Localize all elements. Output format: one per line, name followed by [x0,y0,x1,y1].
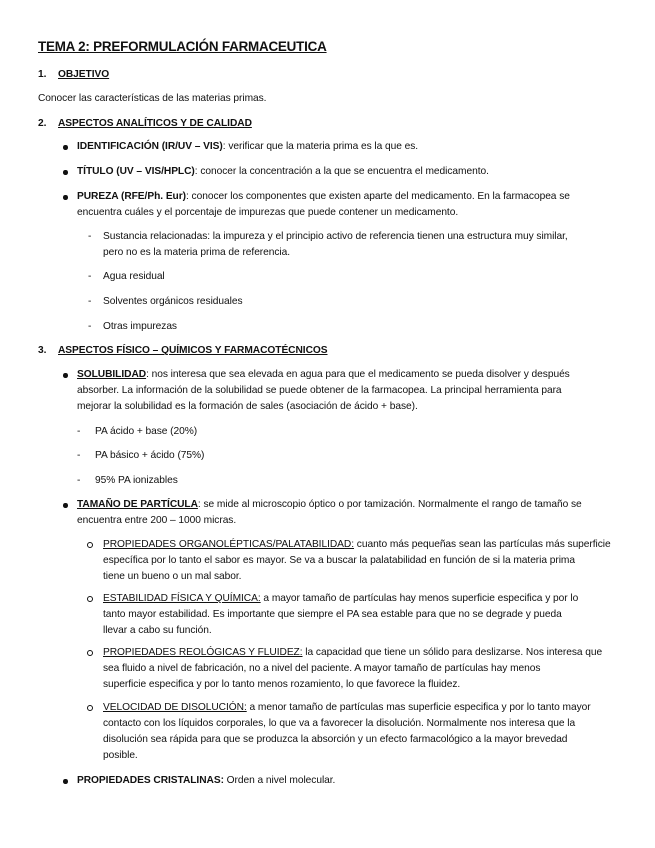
impurity-item: Agua residual [103,271,165,282]
impurity-item: Sustancia relacionadas: la impureza y el principio activo de referencia tienen una estructura muy similar, [103,231,568,242]
impurity-item: Otras impurezas [103,321,177,332]
identificacion-text: : verificar que la materia prima es la que es. [222,141,419,152]
impurity-item-cont: pero no es la materia prima de referencia. [103,247,291,258]
tamano-label: TAMAÑO DE PARTÍCULA [77,499,198,510]
section-1-number: 1. [38,69,47,80]
salt-item: PA ácido + base (20%) [95,426,198,437]
organolepticas-text: cuanto más pequeñas sean las partículas más superficie [354,539,611,550]
disolucion-text: a menor tamaño de partículas mas superficie especifica y por lo tanto mayor [246,702,591,713]
tamano-text: : se mide al microscopio óptico o por tamización. Normalmente el rango de tamaño se [197,499,582,510]
salt-item: PA básico + ácido (75%) [95,450,205,461]
disolucion-item [103,701,591,714]
bullet-icon [63,373,68,378]
bullet-icon [63,503,68,508]
dash-marker: - [88,296,92,307]
section-2-heading: ASPECTOS ANALÍTICOS Y DE CALIDAD [58,118,252,129]
pureza-item [77,190,570,203]
organolepticas-label: PROPIEDADES ORGANOLÉPTICAS/PALATABILIDAD: [103,539,355,550]
dash-marker: - [88,271,92,282]
bullet-icon [63,145,68,150]
section-3-heading: ASPECTOS FÍSICO – QUÍMICOS Y FARMACOTÉCNICOS [58,345,328,356]
disolucion-text-cont: contacto con los líquidos corporales, lo que va a favorecer la disolución. Normalmente nos interesa que la [103,718,576,729]
identificacion-item [77,140,418,153]
pureza-text-cont: encuentra cuáles y el porcentaje de impurezas que puede contener un medicamento. [77,207,459,218]
estabilidad-label: ESTABILIDAD FÍSICA Y QUÍMICA: [103,593,261,604]
cristalinas-label: PROPIEDADES CRISTALINAS: [77,775,224,786]
estabilidad-text-cont: llevar a cabo su función. [103,625,212,636]
dash-marker: - [88,321,92,332]
circle-bullet-icon [87,596,93,602]
dash-marker: - [77,426,81,437]
tamano-text-cont: encuentra entre 200 – 1000 micras. [77,515,237,526]
page-title: TEMA 2: PREFORMULACIÓN FARMACEUTICA [38,39,327,54]
solubilidad-item [77,368,570,381]
circle-bullet-icon [87,705,93,711]
titulo-text: : conocer la concentración a la que se encuentra el medicamento. [194,166,489,177]
cristalinas-item [77,774,335,787]
dash-marker: - [77,475,81,486]
organolepticas-text-cont: específica por lo tanto el sabor es mayor. Se va a buscar la palatabilidad en función de si la materia prima [103,555,575,566]
estabilidad-text: a mayor tamaño de partículas hay menos superficie especifica y por lo [260,593,579,604]
disolucion-text-cont: disolución sea rápida para que se produzca la absorción y un efecto farmacológico a la mayor brevedad [103,734,568,745]
reologicas-text-cont: sea fluido a nivel de fabricación, no a nivel del paciente. A mayor tamaño de partículas hay menos [103,663,541,674]
estabilidad-item [103,592,578,605]
section-1-text: Conocer las características de las materias primas. [38,93,267,104]
reologicas-item [103,646,602,659]
solubilidad-text-cont: mejorar la solubilidad es la formación de sales (asociación de ácido + base). [77,401,418,412]
reologicas-label: PROPIEDADES REOLÓGICAS Y FLUIDEZ: [103,647,303,658]
pureza-text: : conocer los componentes que existen aparte del medicamento. En la farmacopea se [186,191,570,202]
cristalinas-text: Orden a nivel molecular. [223,775,336,786]
bullet-icon [63,195,68,200]
tamano-item [77,498,582,511]
disolucion-text-cont: posible. [103,750,138,761]
identificacion-label: IDENTIFICACIÓN (IR/UV – VIS) [77,141,223,152]
bullet-icon [63,779,68,784]
salt-item: 95% PA ionizables [95,475,178,486]
solubilidad-text: : nos interesa que sea elevada en agua para que el medicamento se pueda disolver y después [146,369,570,380]
organolepticas-text-cont: tiene un bueno o un mal sabor. [103,571,242,582]
organolepticas-item [103,538,611,551]
reologicas-text-cont: superficie especifica y por lo tanto menos rozamiento, lo que favorece la fluidez. [103,679,461,690]
impurity-item: Solventes orgánicos residuales [103,296,243,307]
bullet-icon [63,170,68,175]
solubilidad-text-cont: absorber. La información de la solubilidad se puede obtener de la farmacopea. La principal herramienta para [77,385,562,396]
titulo-label: TÍTULO (UV – VIS/HPLC) [77,166,195,177]
section-1-heading: OBJETIVO [58,69,110,80]
section-2-number: 2. [38,118,47,129]
pureza-label: PUREZA (RFE/Ph. Eur) [77,191,186,202]
dash-marker: - [77,450,81,461]
circle-bullet-icon [87,542,93,548]
solubilidad-label: SOLUBILIDAD [77,369,147,380]
disolucion-label: VELOCIDAD DE DISOLUCIÓN: [103,702,247,713]
estabilidad-text-cont: tanto mayor estabilidad. Es importante que siempre el PA sea estable para que no se degrade y pueda [103,609,562,620]
circle-bullet-icon [87,650,93,656]
section-3-number: 3. [38,345,47,356]
titulo-item [77,165,489,178]
dash-marker: - [88,231,92,242]
reologicas-text: la capacidad que tiene un sólido para deslizarse. Nos interesa que [302,647,603,658]
